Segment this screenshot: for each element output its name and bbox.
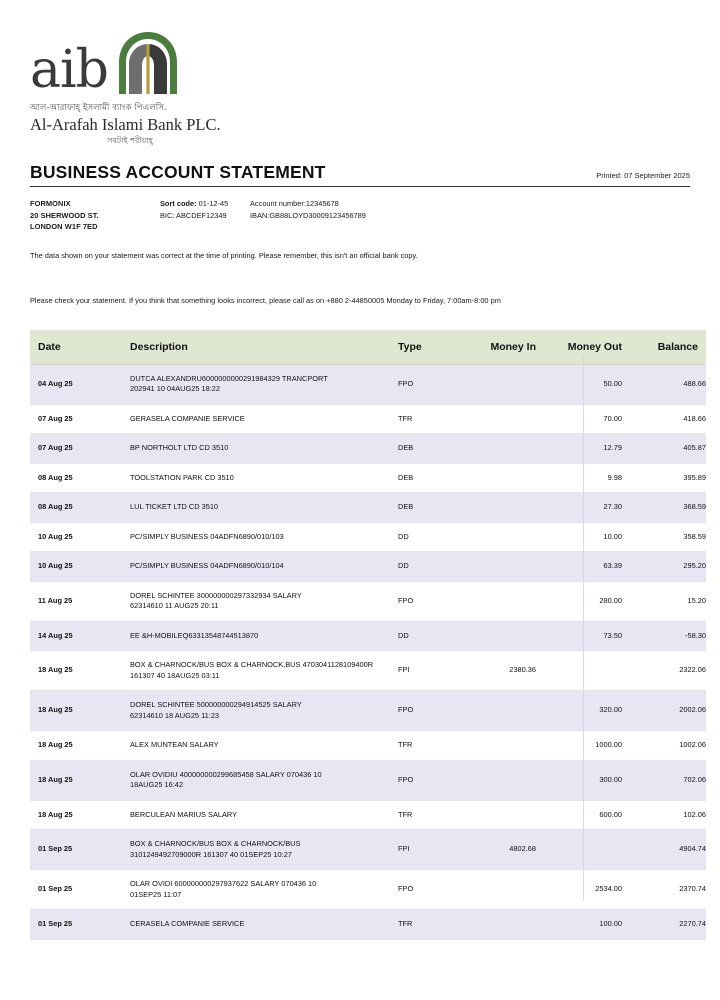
table-row[interactable] — [30, 830, 706, 870]
column-header-balance[interactable]: Balance — [622, 330, 706, 365]
description-line-1: BOX & CHARNOCK/BUS BOX & CHARNOCK/BUS — [130, 839, 301, 848]
cell-money-out: 70.00 — [536, 404, 622, 434]
title-row — [30, 162, 690, 183]
table-row[interactable] — [30, 552, 706, 582]
column-header-money-in[interactable]: Money In — [458, 330, 536, 365]
customer-address — [30, 198, 160, 233]
table-row[interactable] — [30, 870, 706, 910]
account-details — [160, 198, 366, 233]
table-row[interactable] — [30, 800, 706, 830]
column-header-money-out[interactable]: Money Out — [536, 330, 622, 365]
cell-money-out: 73.50 — [536, 621, 622, 651]
description-line-2: 18AUG25 16:42 — [130, 780, 184, 789]
cell-description — [130, 691, 398, 731]
cell-balance: 2270.74 — [622, 910, 706, 940]
cell-balance: 15.20 — [622, 581, 706, 621]
description-line-1: BERCULEAN MARIUS SALARY — [130, 809, 238, 819]
cell-money-in — [458, 760, 536, 800]
cell-type: FPO — [398, 364, 458, 404]
cell-balance: 4904.74 — [622, 830, 706, 870]
cell-type: FPO — [398, 870, 458, 910]
cell-type: FPO — [398, 760, 458, 800]
notice-contact: Please check your statement. If you think that something looks incorrect, please call as on +880 2-44850005 Monday to Friday, 7:00am-8:00 pm — [30, 295, 501, 305]
logo-lockup — [30, 34, 260, 100]
description-line-1: CERASELA COMPANIE SERVICE — [130, 919, 245, 928]
description-line-2: 62314610 11 AUG25 20:11 — [130, 601, 219, 610]
table-row[interactable] — [30, 404, 706, 434]
cell-balance: 358.59 — [622, 522, 706, 552]
iban-field — [250, 210, 366, 222]
cell-balance: 102.06 — [622, 800, 706, 830]
cell-description — [130, 522, 398, 552]
cell-money-in: 4802.68 — [458, 830, 536, 870]
table-header-row — [30, 330, 706, 365]
cell-description — [130, 552, 398, 582]
description-line-1: ALEX MUNTEAN SALARY — [130, 740, 219, 749]
sort-code-row — [160, 198, 366, 210]
cell-money-out: 600.00 — [536, 800, 622, 830]
description-line-2: 01SEP25 11:07 — [130, 889, 182, 899]
cell-date: 08 Aug 25 — [30, 493, 130, 523]
cell-description — [130, 760, 398, 800]
cell-date: 18 Aug 25 — [30, 731, 130, 761]
table-row[interactable] — [30, 731, 706, 761]
cell-balance: 1002.06 — [622, 731, 706, 761]
description-line-1: TOOLSTATION PARK CD 3510 — [130, 472, 234, 482]
cell-money-out: 9.98 — [536, 463, 622, 493]
table-header — [30, 330, 706, 365]
description-line-1: DOREL SCHINTEE 500000000294914525 SALARY — [130, 700, 302, 709]
cell-date: 18 Aug 25 — [30, 691, 130, 731]
cell-money-out: 2534.00 — [536, 870, 622, 910]
cell-money-out: 50.00 — [536, 364, 622, 404]
page-title: BUSINESS ACCOUNT STATEMENT — [30, 162, 326, 182]
cell-balance: 418.66 — [622, 404, 706, 434]
cell-description — [130, 731, 398, 761]
cell-type: DEB — [398, 493, 458, 523]
cell-money-out: 10.00 — [536, 522, 622, 552]
cell-money-in — [458, 493, 536, 523]
mosque-arch-icon — [111, 30, 185, 96]
cell-description — [130, 404, 398, 434]
cell-money-out: 27.30 — [536, 493, 622, 523]
account-number-value: 12345678 — [305, 199, 339, 208]
cell-description — [130, 493, 398, 523]
cell-money-out: 320.00 — [536, 691, 622, 731]
cell-type: FPO — [398, 691, 458, 731]
description-line-2: 3101249492709000R 161307 40 01SEP25 10:27 — [130, 849, 292, 859]
bic-label: BIC: — [160, 210, 175, 220]
table-row[interactable] — [30, 493, 706, 523]
cell-type: TFR — [398, 731, 458, 761]
account-number-field — [250, 198, 339, 210]
notice-printing: The data shown on your statement was correct at the time of printing. Please remember, this isn't an official bank copy. — [30, 250, 418, 260]
table-row[interactable] — [30, 463, 706, 493]
description-line-2: 161307 40 18AUG25 03:11 — [130, 670, 220, 680]
cell-type: DEB — [398, 463, 458, 493]
cell-date: 04 Aug 25 — [30, 364, 130, 404]
cell-balance: 2002.06 — [622, 691, 706, 731]
account-info — [30, 198, 690, 233]
cell-date: 08 Aug 25 — [30, 463, 130, 493]
cell-description — [130, 434, 398, 464]
cell-description — [130, 621, 398, 651]
cell-money-out — [536, 830, 622, 870]
cell-description — [130, 800, 398, 830]
description-line-1: PC/SIMPLY BUSINESS 04ADFN6890/010/104 — [130, 561, 284, 570]
cell-money-in — [458, 910, 536, 940]
cell-date: 11 Aug 25 — [30, 581, 130, 621]
sort-code-value: 01-12-45 — [198, 199, 229, 208]
address-line-2: 20 SHERWOOD ST. — [30, 210, 99, 220]
description-line-1: EE &H-MOBILEQ63313548744513870 — [130, 630, 259, 640]
description-line-1: BOX & CHARNOCK/BUS BOX & CHARNOCK,BUS 4703041128109400R — [130, 660, 374, 669]
cell-type: FPO — [398, 581, 458, 621]
description-line-1: GERASELA COMPANIE SERVICE — [130, 413, 245, 423]
cell-money-in — [458, 691, 536, 731]
bank-name-bengali: আল-আরাফাহ্ ইসলামী ব্যাংক পিএলসি. — [30, 103, 167, 113]
table-body — [30, 364, 706, 939]
cell-date: 01 Sep 25 — [30, 910, 130, 940]
description-line-1: OLAR OVIDI 600000000297937622 SALARY 070436 10 — [130, 879, 317, 888]
cell-money-in — [458, 870, 536, 910]
description-line-1: DUTCA ALEXANDRU6000000000291984329 TRANCPORT — [130, 373, 328, 383]
bic-field — [160, 210, 250, 222]
cell-description — [130, 463, 398, 493]
cell-money-in — [458, 364, 536, 404]
cell-money-out: 1000.00 — [536, 731, 622, 761]
sort-code-label: Sort code: — [160, 199, 197, 208]
cell-money-in — [458, 731, 536, 761]
table-row[interactable] — [30, 434, 706, 464]
table-row[interactable] — [30, 691, 706, 731]
cell-type: DD — [398, 522, 458, 552]
cell-description — [130, 910, 398, 940]
cell-date: 14 Aug 25 — [30, 621, 130, 651]
description-line-1: DOREL SCHINTEE 300000000297332934 SALARY — [130, 590, 302, 600]
cell-balance: -58.30 — [622, 621, 706, 651]
cell-money-out: 63.39 — [536, 552, 622, 582]
table-row[interactable] — [30, 581, 706, 621]
cell-balance: 368.59 — [622, 493, 706, 523]
title-divider — [30, 186, 690, 187]
cell-type: DEB — [398, 434, 458, 464]
cell-date: 18 Aug 25 — [30, 800, 130, 830]
cell-money-out: 280.00 — [536, 581, 622, 621]
cell-money-in: 2380.36 — [458, 651, 536, 691]
cell-money-in — [458, 404, 536, 434]
cell-date: 10 Aug 25 — [30, 552, 130, 582]
cell-money-out: 300.00 — [536, 760, 622, 800]
cell-money-in — [458, 463, 536, 493]
cell-type: TFR — [398, 800, 458, 830]
bank-slogan: সবটাই শরীয়াহ্ — [107, 136, 153, 145]
bank-name-english: Al-Arafah Islami Bank PLC. — [30, 115, 221, 134]
cell-balance: 395.89 — [622, 463, 706, 493]
table-row[interactable] — [30, 760, 706, 800]
description-line-1: BP NORTHOLT LTD CD 3510 — [130, 443, 229, 452]
cell-money-in — [458, 552, 536, 582]
cell-balance: 405.87 — [622, 434, 706, 464]
logo-wordmark: aib — [30, 40, 108, 100]
table-row[interactable] — [30, 621, 706, 651]
cell-type: FPI — [398, 651, 458, 691]
bic-value: ABCDEF12349 — [176, 210, 227, 220]
column-header-date[interactable]: Date — [30, 330, 130, 365]
cell-description — [130, 581, 398, 621]
table-row[interactable] — [30, 364, 706, 404]
column-header-description[interactable]: Description — [130, 330, 398, 365]
account-number-label: Account number: — [250, 199, 306, 208]
cell-date: 18 Aug 25 — [30, 760, 130, 800]
bank-logo — [30, 0, 260, 148]
description-line-1: OLAR OVIDIU 400000000299685458 SALARY 070436 10 — [130, 769, 322, 779]
cell-money-in — [458, 800, 536, 830]
cell-money-in — [458, 434, 536, 464]
cell-money-out: 100.00 — [536, 910, 622, 940]
cell-money-out: 12.79 — [536, 434, 622, 464]
description-line-1: PC/SIMPLY BUSINESS 04ADFN6890/010/103 — [130, 531, 284, 541]
cell-description — [130, 870, 398, 910]
transactions-table — [30, 330, 706, 940]
cell-date: 01 Sep 25 — [30, 870, 130, 910]
cell-money-out — [536, 651, 622, 691]
cell-money-in — [458, 621, 536, 651]
cell-description — [130, 364, 398, 404]
bic-row — [160, 210, 366, 222]
cell-date: 10 Aug 25 — [30, 522, 130, 552]
cell-date: 07 Aug 25 — [30, 404, 130, 434]
description-line-2: 62314610 18 AUG25 11:23 — [130, 710, 220, 720]
cell-balance: 702.06 — [622, 760, 706, 800]
cell-balance: 295.20 — [622, 552, 706, 582]
cell-type: DD — [398, 621, 458, 651]
description-line-1: LUL TICKET LTD CD 3510 — [130, 502, 219, 511]
cell-balance: 488.66 — [622, 364, 706, 404]
table-row[interactable] — [30, 651, 706, 691]
cell-description — [130, 830, 398, 870]
cell-date: 01 Sep 25 — [30, 830, 130, 870]
cell-money-in — [458, 581, 536, 621]
cell-balance: 2322.06 — [622, 651, 706, 691]
cell-date: 07 Aug 25 — [30, 434, 130, 464]
description-line-2: 202941 10 04AUG25 18:22 — [130, 384, 220, 393]
table-row[interactable] — [30, 522, 706, 552]
iban-label: IBAN: — [250, 210, 270, 220]
cell-type: DD — [398, 552, 458, 582]
cell-type: FPI — [398, 830, 458, 870]
cell-money-in — [458, 522, 536, 552]
printed-date: Printed: 07 September 2025 — [596, 171, 690, 180]
column-header-type[interactable]: Type — [398, 330, 458, 365]
address-line-3: LONDON W1F 7ED — [30, 222, 98, 231]
cell-description — [130, 651, 398, 691]
cell-balance: 2370.74 — [622, 870, 706, 910]
sort-code-field — [160, 198, 250, 210]
cell-type: TFR — [398, 910, 458, 940]
address-line-1: FORMONIX — [30, 199, 71, 208]
cell-date: 18 Aug 25 — [30, 651, 130, 691]
iban-value: GB88LOYD30009123456789 — [269, 210, 366, 220]
cell-type: TFR — [398, 404, 458, 434]
table-row[interactable] — [30, 910, 706, 940]
